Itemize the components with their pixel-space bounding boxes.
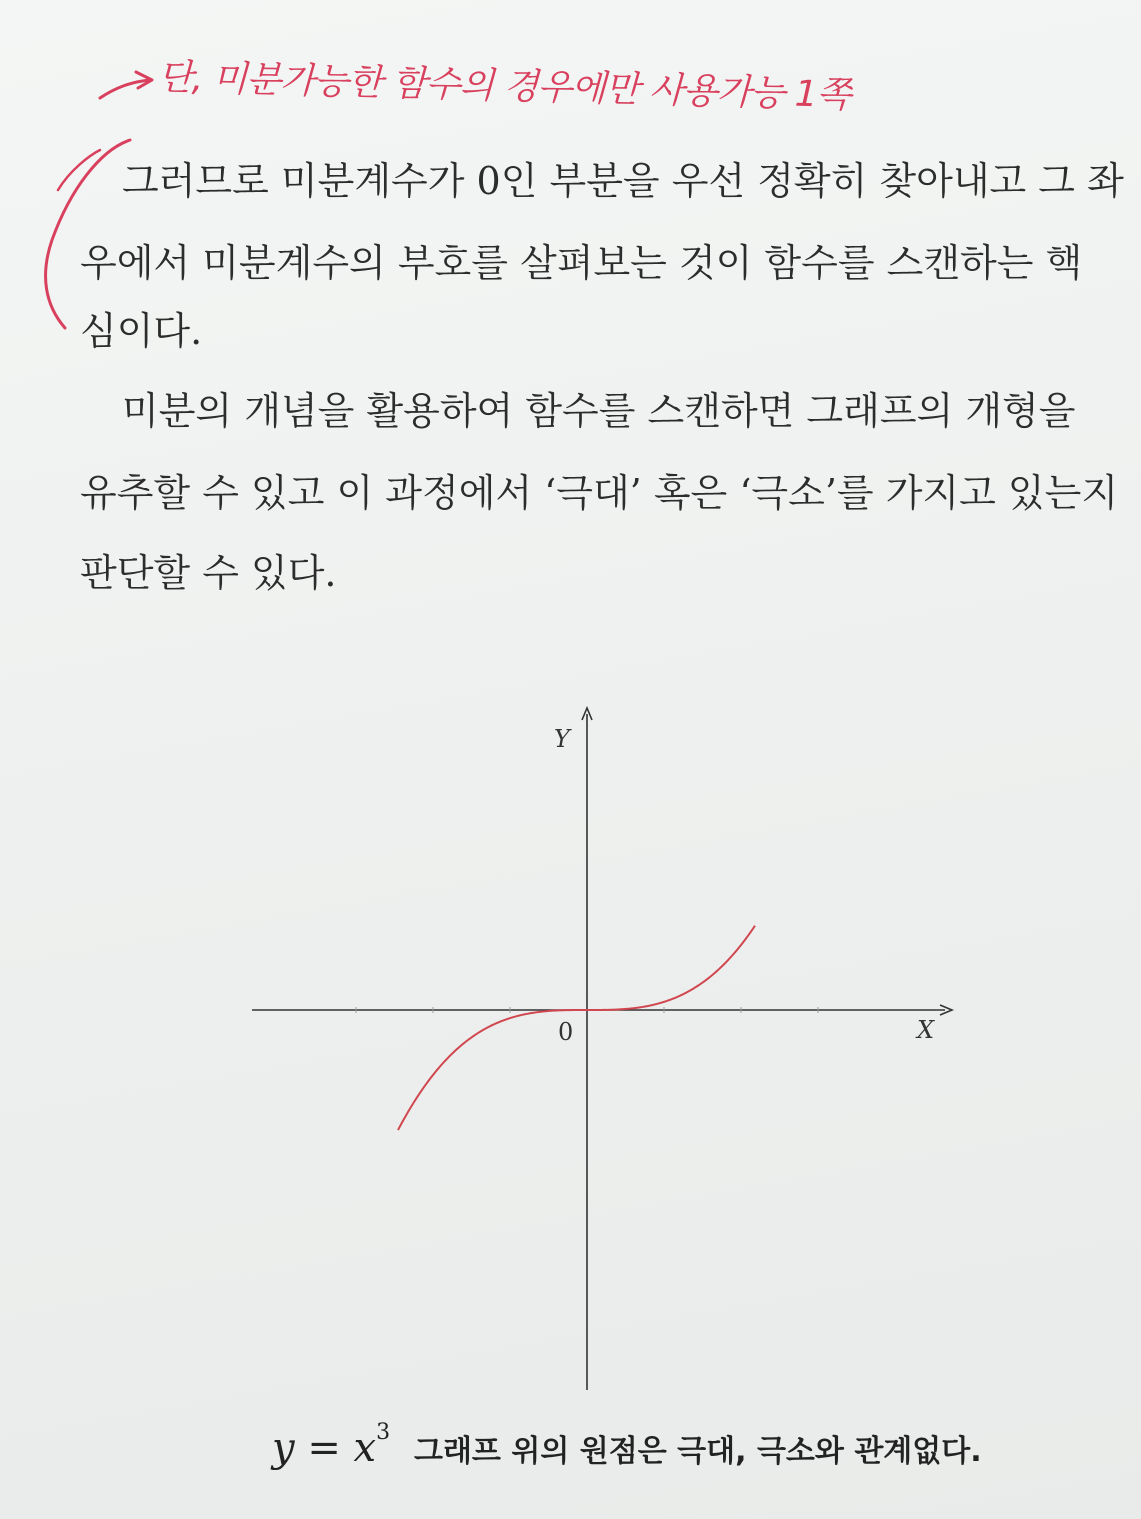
- paragraph-1-line-2: 우에서 미분계수의 부호를 살펴보는 것이 함수를 스캔하는 핵: [80, 241, 1083, 285]
- paragraph-2-line-2: 유추할 수 있고 이 과정에서 ‘극대’ 혹은 ‘극소’를 가지고 있는지: [80, 471, 1119, 515]
- paragraph-2-line-1: 미분의 개념을 활용하여 함수를 스캔하면 그래프의 개형을: [122, 389, 1076, 433]
- paragraph-2-line-3: 판단할 수 있다.: [80, 551, 337, 595]
- paragraph-1-line-3: 심이다.: [80, 309, 203, 353]
- cubic-function-graph: [240, 700, 970, 1400]
- caption-equation: [272, 1420, 391, 1471]
- figure-caption: [272, 1420, 982, 1471]
- axes: [252, 708, 952, 1390]
- origin-label: 0: [558, 1018, 574, 1046]
- axis-labels: [554, 725, 935, 1046]
- caption-text: 그래프 위의 원점은 극대, 극소와 관계없다.: [413, 1434, 982, 1469]
- cubic-curve-line: [398, 926, 755, 1130]
- chart-svg: [240, 700, 970, 1400]
- paragraph-1-line-1: 그러므로 미분계수가 0인 부분을 우선 정확히 찾아내고 그 좌: [122, 159, 1124, 203]
- caption-equation-exponent: 3: [376, 1420, 391, 1445]
- y-axis-label: Y: [554, 725, 570, 753]
- x-axis-label: X: [917, 1016, 935, 1044]
- annotation-note: 단, 미분가능한 함수의 경우에만 사용가능 1쪽: [157, 56, 851, 117]
- caption-equation-base: y = x: [272, 1425, 377, 1471]
- curve-layer: [398, 926, 755, 1130]
